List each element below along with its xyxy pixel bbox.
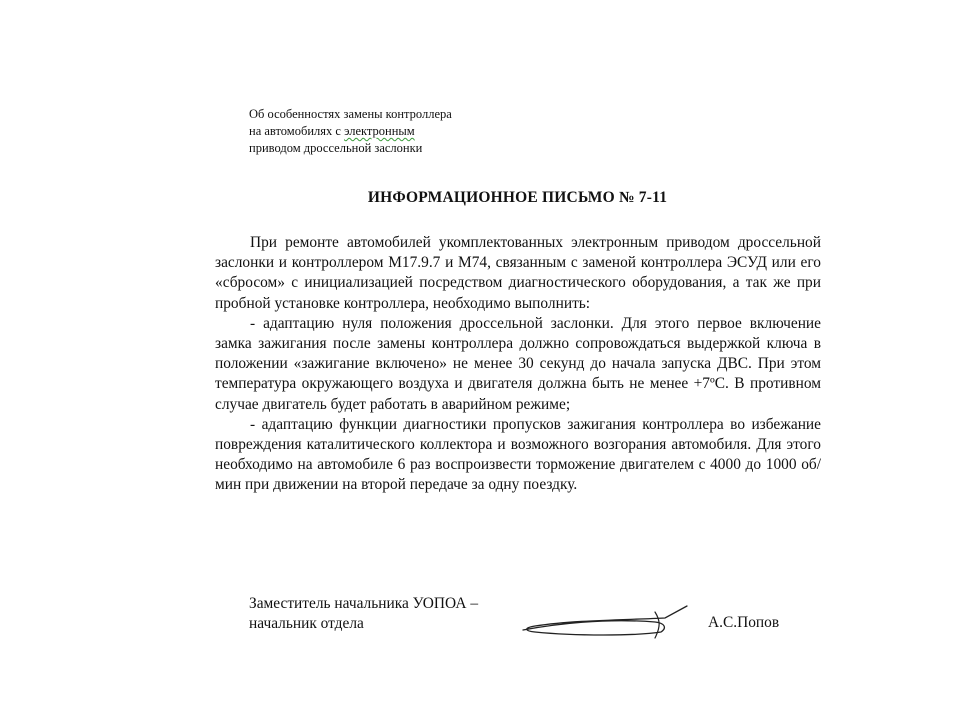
paragraph-misfire-adaptation: - адаптацию функции диагностики пропусков зажигания контроллера во избежание повреждения каталитического коллектора и возможного возгорания автомобиля. Для этого необходимо на автомобиле 6 раз воспроизвести торможение двигателем с 4000 до 1000 об/мин при движении на второй передаче за одну поездку.	[215, 415, 821, 494]
signatory-position-line-2: начальник отдела	[249, 615, 364, 632]
subject-line-2	[249, 123, 452, 140]
subject-line-2-text: на автомобилях с	[249, 124, 341, 138]
subject-line-3: приводом дроссельной заслонки	[249, 141, 423, 155]
subject-line-2-underlined-word: электронным	[344, 124, 415, 138]
letter-title: ИНФОРМАЦИОННОЕ ПИСЬМО № 7-11	[367, 189, 668, 206]
paragraph-throttle-adaptation: - адаптацию нуля положения дроссельной заслонки. Для этого первое включение замка зажигания после замены контроллера должно сопровождаться выдержкой ключа в положении «зажигание включено» не менее 30 секунд до начала запуска ДВС. При этом температура окружающего воздуха и двигателя должна быть не менее +7ºС. В противном случае двигатель будет работать в аварийном режиме;	[215, 314, 821, 413]
signatory-name: А.С.Попов	[708, 614, 780, 631]
letter-body	[215, 233, 821, 496]
letter-subject	[249, 106, 452, 157]
subject-line-1: Об особенностях замены контроллера	[249, 107, 452, 121]
paragraph-intro: При ремонте автомобилей укомплектованных электронным приводом дроссельной заслонки и контроллером М17.9.7 и М74, связанным с заменой контроллера ЭСУД или его «сбросом» с инициализацией посредством диагностического оборудования, а так же при пробной установке контроллера, необходимо выполнить:	[215, 234, 821, 312]
handwritten-signature	[515, 598, 695, 646]
signatory-position	[249, 594, 478, 634]
signatory-position-line-1: Заместитель начальника УОПОА –	[249, 595, 479, 612]
